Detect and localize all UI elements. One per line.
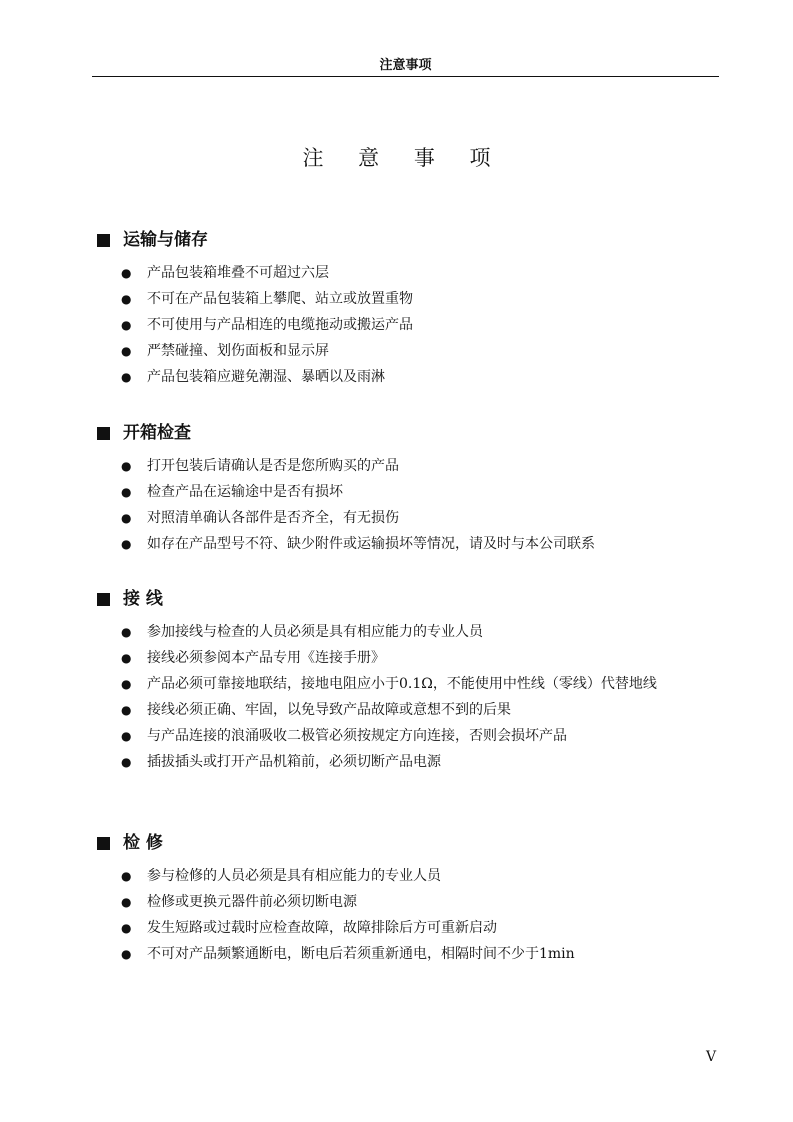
bullet-dot-icon: ● xyxy=(121,459,132,473)
list-item: ● 接线必须正确、牢固，以免导致产品故障或意想不到的后果 xyxy=(121,697,721,723)
list-item: ● 产品包装箱堆叠不可超过六层 xyxy=(121,260,721,286)
page-title: 注 意 事 项 xyxy=(302,146,505,170)
square-bullet-icon xyxy=(97,593,110,606)
list-item: ● 接线必须参阅本产品专用《连接手册》 xyxy=(121,645,721,671)
list-item: ● 产品必须可靠接地联结，接地电阻应小于0.1Ω，不能使用中性线（零线）代替地线 xyxy=(121,671,721,697)
bullet-dot-icon: ● xyxy=(121,537,132,551)
square-bullet-icon xyxy=(97,837,110,850)
bullet-dot-icon: ● xyxy=(121,895,132,909)
list-item: ● 对照清单确认各部件是否齐全，有无损伤 xyxy=(121,505,721,531)
bullet-dot-icon: ● xyxy=(121,703,132,717)
bullet-dot-icon: ● xyxy=(121,344,132,358)
section-heading-wiring xyxy=(97,588,163,610)
bullet-dot-icon: ● xyxy=(121,869,132,883)
list-item: ● 检查产品在运输途中是否有损坏 xyxy=(121,479,721,505)
list-item: ● 不可使用与产品相连的电缆拖动或搬运产品 xyxy=(121,312,721,338)
list-item: ● 插拔插头或打开产品机箱前，必须切断产品电源 xyxy=(121,749,721,775)
bullet-dot-icon: ● xyxy=(121,921,132,935)
square-bullet-icon xyxy=(97,234,110,247)
bullet-dot-icon: ● xyxy=(121,729,132,743)
list-item: ● 如存在产品型号不符、缺少附件或运输损坏等情况，请及时与本公司联系 xyxy=(121,531,721,557)
bullet-dot-icon: ● xyxy=(121,370,132,384)
list-item: ● 参与检修的人员必须是具有相应能力的专业人员 xyxy=(121,863,721,889)
list-item: ● 不可对产品频繁通断电，断电后若须重新通电，相隔时间不少于1min xyxy=(121,941,721,967)
bullet-dot-icon: ● xyxy=(121,318,132,332)
list-item: ● 产品包装箱应避免潮湿、暴晒以及雨淋 xyxy=(121,364,721,390)
bullet-dot-icon: ● xyxy=(121,947,132,961)
list-item: ● 参加接线与检查的人员必须是具有相应能力的专业人员 xyxy=(121,619,721,645)
section-heading-unboxing xyxy=(97,422,191,444)
section-title: 接 线 xyxy=(123,589,163,609)
section-heading-transport xyxy=(97,229,208,251)
bullet-dot-icon: ● xyxy=(121,625,132,639)
section-title: 检 修 xyxy=(123,833,163,853)
bullet-list-maintenance xyxy=(121,863,721,967)
section-title: 开箱检查 xyxy=(123,423,191,443)
bullet-list-wiring xyxy=(121,619,721,775)
bullet-dot-icon: ● xyxy=(121,266,132,280)
section-title: 运输与储存 xyxy=(123,230,208,250)
bullet-dot-icon: ● xyxy=(121,651,132,665)
bullet-list-transport xyxy=(121,260,721,390)
list-item: ● 不可在产品包装箱上攀爬、站立或放置重物 xyxy=(121,286,721,312)
list-item: ● 发生短路或过载时应检查故障，故障排除后方可重新启动 xyxy=(121,915,721,941)
list-item: ● 与产品连接的浪涌吸收二极管必须按规定方向连接，否则会损坏产品 xyxy=(121,723,721,749)
running-header: 注意事项 xyxy=(92,57,719,77)
bullet-dot-icon: ● xyxy=(121,755,132,769)
list-item: ● 严禁碰撞、划伤面板和显示屏 xyxy=(121,338,721,364)
bullet-dot-icon: ● xyxy=(121,511,132,525)
section-heading-maintenance xyxy=(97,832,163,854)
bullet-list-unboxing xyxy=(121,453,721,557)
square-bullet-icon xyxy=(97,427,110,440)
page-number: V xyxy=(706,1049,717,1065)
list-item: ● 打开包装后请确认是否是您所购买的产品 xyxy=(121,453,721,479)
bullet-dot-icon: ● xyxy=(121,485,132,499)
bullet-dot-icon: ● xyxy=(121,677,132,691)
list-item: ● 检修或更换元器件前必须切断电源 xyxy=(121,889,721,915)
bullet-dot-icon: ● xyxy=(121,292,132,306)
